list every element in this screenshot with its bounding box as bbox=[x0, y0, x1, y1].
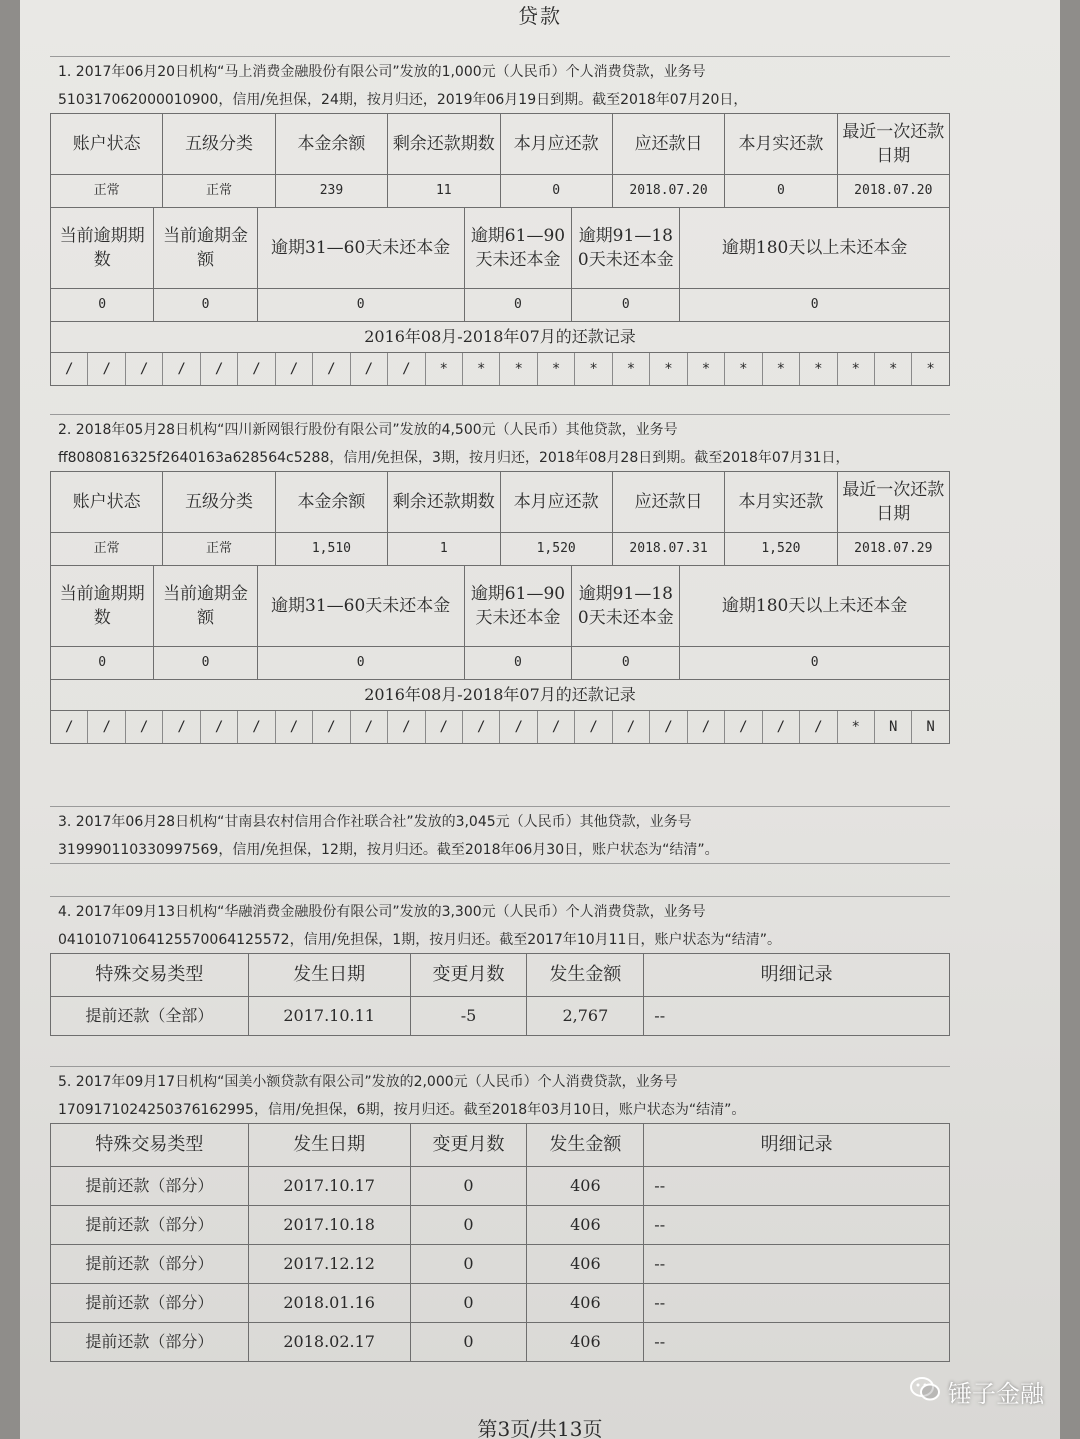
repayment-record-cell: * bbox=[575, 353, 612, 385]
repayment-record-cell: * bbox=[725, 353, 762, 385]
repayment-record-cell: / bbox=[763, 711, 800, 743]
value-cell: 0 bbox=[154, 289, 257, 322]
header-cell: 逾期91—180天未还本金 bbox=[572, 208, 680, 289]
repayment-record-cell: / bbox=[238, 711, 275, 743]
header-cell: 变更月数 bbox=[410, 954, 527, 997]
repayment-record-cell: / bbox=[88, 711, 125, 743]
value-cell: 正常 bbox=[163, 175, 275, 208]
repayment-record-cell: / bbox=[688, 711, 725, 743]
header-cell: 本金余额 bbox=[275, 472, 387, 533]
value-cell: -- bbox=[644, 1167, 950, 1206]
repayment-record-cell: * bbox=[688, 353, 725, 385]
value-cell: 406 bbox=[527, 1206, 644, 1245]
overdue-table bbox=[50, 207, 950, 322]
loan-desc-line: 4. 2017年09月13日机构“华融消费金融股份有限公司”发放的3,300元（人民币）个人消费贷款，业务号 bbox=[58, 904, 706, 920]
value-cell: 0 bbox=[572, 289, 680, 322]
header-cell: 应还款日 bbox=[612, 472, 724, 533]
value-cell: 2018.07.20 bbox=[837, 175, 949, 208]
repayment-record-cell: * bbox=[463, 353, 500, 385]
repayment-record-title: 2016年08月-2018年07月的还款记录 bbox=[50, 680, 950, 711]
header-cell: 账户状态 bbox=[51, 114, 163, 175]
header-cell: 五级分类 bbox=[163, 472, 275, 533]
loan-desc-line: 319990110330997569，信用/免担保，12期，按月归还。截至2018年06月30日，账户状态为“结清”。 bbox=[58, 842, 719, 858]
loan-desc-line: 5. 2017年09月17日机构“国美小额贷款有限公司”发放的2,000元（人民币）个人消费贷款，业务号 bbox=[58, 1074, 678, 1090]
header-cell: 明细记录 bbox=[644, 954, 950, 997]
repayment-record-cell: / bbox=[463, 711, 500, 743]
repayment-record-cell: / bbox=[538, 711, 575, 743]
value-cell: 提前还款（部分） bbox=[51, 1245, 249, 1284]
value-cell: 2018.07.20 bbox=[612, 175, 724, 208]
loan-section-5 bbox=[50, 1066, 950, 1362]
loan-table bbox=[50, 471, 950, 566]
value-cell: 0 bbox=[500, 175, 612, 208]
repayment-record-cell: / bbox=[201, 711, 238, 743]
loan-section-3 bbox=[50, 806, 950, 864]
header-cell: 账户状态 bbox=[51, 472, 163, 533]
header-cell: 逾期180天以上未还本金 bbox=[680, 208, 950, 289]
value-cell: 正常 bbox=[51, 533, 163, 566]
header-cell: 变更月数 bbox=[410, 1124, 527, 1167]
value-cell: 0 bbox=[410, 1245, 527, 1284]
value-cell: 2018.02.17 bbox=[248, 1323, 410, 1362]
loan-table bbox=[50, 113, 950, 208]
value-cell: 1,510 bbox=[275, 533, 387, 566]
header-cell: 逾期61—90天未还本金 bbox=[464, 208, 572, 289]
header-cell: 应还款日 bbox=[612, 114, 724, 175]
header-cell: 发生日期 bbox=[248, 1124, 410, 1167]
value-cell: 0 bbox=[464, 647, 572, 680]
header-cell: 明细记录 bbox=[644, 1124, 950, 1167]
repayment-record-cell: * bbox=[838, 353, 875, 385]
value-cell: 0 bbox=[257, 647, 464, 680]
overdue-table bbox=[50, 565, 950, 680]
repayment-record-cell: * bbox=[926, 361, 935, 377]
loan-desc-line: 17091710242503761629​95，信用/免担保，6期，按月归还。截至2018年03月10日，账户状态为“结清”。 bbox=[58, 1102, 746, 1118]
value-cell: 0 bbox=[680, 289, 950, 322]
repayment-record-cell: / bbox=[201, 353, 238, 385]
repayment-record-row bbox=[50, 711, 950, 744]
loan-desc-line: 2. 2018年05月28日机构“四川新网银行股份有限公司”发放的4,500元（人民币）其他贷款，业务号 bbox=[58, 422, 678, 438]
header-cell: 本金余额 bbox=[275, 114, 387, 175]
header-cell: 特殊交易类型 bbox=[51, 1124, 249, 1167]
value-cell: 提前还款（部分） bbox=[51, 1206, 249, 1245]
value-cell: 11 bbox=[388, 175, 500, 208]
value-cell: 提前还款（部分） bbox=[51, 1284, 249, 1323]
loan-desc-line: 3. 2017年06月28日机构“甘南县农村信用合作社联合社”发放的3,045元（人民币）其他贷款，业务号 bbox=[58, 814, 692, 830]
loan-desc-line: 510317062000010900，信用/免担保，24期，按月归还，2019年06月19日到期。截至2018年07月20日， bbox=[58, 92, 748, 108]
header-cell: 本月实还款 bbox=[725, 114, 837, 175]
value-cell: 0 bbox=[51, 647, 154, 680]
header-cell: 特殊交易类型 bbox=[51, 954, 249, 997]
header-cell: 逾期61—90天未还本金 bbox=[464, 566, 572, 647]
page-number: 第3页/共13页 bbox=[477, 1417, 603, 1439]
value-cell: 0 bbox=[410, 1167, 527, 1206]
repayment-record-cell: / bbox=[238, 353, 275, 385]
watermark-brand bbox=[910, 1374, 1044, 1409]
value-cell: 2,767 bbox=[527, 997, 644, 1036]
repayment-record-row bbox=[50, 353, 950, 386]
repayment-record-cell: * bbox=[875, 353, 912, 385]
repayment-record-cell: * bbox=[426, 353, 463, 385]
value-cell: 提前还款（部分） bbox=[51, 1323, 249, 1362]
header-cell: 发生金额 bbox=[527, 1124, 644, 1167]
repayment-record-cell: * bbox=[763, 353, 800, 385]
loan-section-1 bbox=[50, 56, 950, 386]
loan-desc-line: 04101071064125570064125572，信用/免担保，1期，按月归还。截至2017年10月11日，账户状态为“结清”。 bbox=[58, 932, 781, 948]
repayment-record-cell: * bbox=[613, 353, 650, 385]
header-cell: 当前逾期金额 bbox=[154, 208, 257, 289]
value-cell: 1,520 bbox=[500, 533, 612, 566]
value-cell: 2017.10.18 bbox=[248, 1206, 410, 1245]
repayment-record-cell: N bbox=[926, 719, 935, 735]
header-cell: 逾期91—180天未还本金 bbox=[572, 566, 680, 647]
value-cell: -- bbox=[644, 1245, 950, 1284]
header-cell: 发生日期 bbox=[248, 954, 410, 997]
header-cell: 逾期31—60天未还本金 bbox=[257, 566, 464, 647]
repayment-record-cell: / bbox=[613, 711, 650, 743]
value-cell: 1,520 bbox=[725, 533, 837, 566]
value-cell: 0 bbox=[410, 1284, 527, 1323]
repayment-record-cell: / bbox=[126, 711, 163, 743]
repayment-record-title: 2016年08月-2018年07月的还款记录 bbox=[50, 322, 950, 353]
repayment-record-cell: / bbox=[313, 711, 350, 743]
value-cell: 2017.10.17 bbox=[248, 1167, 410, 1206]
value-cell: 406 bbox=[527, 1323, 644, 1362]
repayment-record-cell: / bbox=[575, 711, 612, 743]
special-transaction-table bbox=[50, 1123, 950, 1362]
value-cell: 0 bbox=[464, 289, 572, 322]
value-cell: -5 bbox=[410, 997, 527, 1036]
brand-name: 锤子金融 bbox=[948, 1380, 1044, 1408]
value-cell: 0 bbox=[154, 647, 257, 680]
header-cell: 最近一次还款日期 bbox=[837, 114, 949, 175]
value-cell: 2018.07.29 bbox=[837, 533, 949, 566]
repayment-record-cell: * bbox=[538, 353, 575, 385]
repayment-record-cell: * bbox=[650, 353, 687, 385]
value-cell: 0 bbox=[572, 647, 680, 680]
repayment-record-cell: / bbox=[388, 353, 425, 385]
loan-desc-line: ff8080816325f2640163a628564c5288，信用/免担保，3期，按月归还，2018年08月28日到期。截至2018年07月31日， bbox=[58, 450, 850, 466]
value-cell: 0 bbox=[51, 289, 154, 322]
page-title: 贷款 bbox=[518, 4, 562, 28]
value-cell: 正常 bbox=[51, 175, 163, 208]
value-cell: 0 bbox=[680, 647, 950, 680]
value-cell: 2017.10.11 bbox=[248, 997, 410, 1036]
value-cell: 正常 bbox=[163, 533, 275, 566]
repayment-record-cell: / bbox=[650, 711, 687, 743]
repayment-record-cell: / bbox=[426, 711, 463, 743]
header-cell: 当前逾期期数 bbox=[51, 566, 154, 647]
value-cell: 0 bbox=[410, 1323, 527, 1362]
value-cell: 2018.01.16 bbox=[248, 1284, 410, 1323]
header-cell: 最近一次还款日期 bbox=[837, 472, 949, 533]
repayment-record-cell: / bbox=[725, 711, 762, 743]
value-cell: -- bbox=[644, 1323, 950, 1362]
header-cell: 剩余还款期数 bbox=[388, 114, 500, 175]
value-cell: 2018.07.31 bbox=[612, 533, 724, 566]
header-cell: 发生金额 bbox=[527, 954, 644, 997]
value-cell: 239 bbox=[275, 175, 387, 208]
repayment-record-cell: / bbox=[276, 711, 313, 743]
report-page bbox=[20, 0, 1060, 1439]
value-cell: 1 bbox=[388, 533, 500, 566]
value-cell: 406 bbox=[527, 1284, 644, 1323]
value-cell: -- bbox=[644, 997, 950, 1036]
header-cell: 剩余还款期数 bbox=[388, 472, 500, 533]
header-cell: 当前逾期期数 bbox=[51, 208, 154, 289]
repayment-record-cell: * bbox=[838, 711, 875, 743]
header-cell: 本月应还款 bbox=[500, 114, 612, 175]
repayment-record-cell: / bbox=[276, 353, 313, 385]
value-cell: 提前还款（部分） bbox=[51, 1167, 249, 1206]
repayment-record-cell: / bbox=[126, 353, 163, 385]
loan-section-4 bbox=[50, 896, 950, 1036]
wechat-icon bbox=[910, 1376, 940, 1408]
repayment-record-cell: / bbox=[163, 353, 200, 385]
header-cell: 五级分类 bbox=[163, 114, 275, 175]
repayment-record-cell: / bbox=[388, 711, 425, 743]
value-cell: 406 bbox=[527, 1245, 644, 1284]
value-cell: -- bbox=[644, 1284, 950, 1323]
repayment-record-cell: * bbox=[500, 353, 537, 385]
repayment-record-cell: / bbox=[163, 711, 200, 743]
repayment-record-cell: / bbox=[351, 711, 388, 743]
header-cell: 本月实还款 bbox=[725, 472, 837, 533]
value-cell: 提前还款（全部） bbox=[51, 997, 249, 1036]
loan-desc-line: 1. 2017年06月20日机构“马上消费金融股份有限公司”发放的1,000元（人民币）个人消费贷款，业务号 bbox=[58, 64, 706, 80]
header-cell: 逾期31—60天未还本金 bbox=[257, 208, 464, 289]
special-transaction-table bbox=[50, 953, 950, 1036]
header-cell: 当前逾期金额 bbox=[154, 566, 257, 647]
repayment-record-cell: / bbox=[800, 711, 837, 743]
repayment-record-cell: N bbox=[875, 711, 912, 743]
repayment-record-cell: / bbox=[51, 711, 88, 743]
loan-section-2 bbox=[50, 414, 950, 744]
repayment-record-cell: / bbox=[351, 353, 388, 385]
repayment-record-cell: * bbox=[800, 353, 837, 385]
value-cell: 0 bbox=[725, 175, 837, 208]
value-cell: -- bbox=[644, 1206, 950, 1245]
repayment-record-cell: / bbox=[51, 353, 88, 385]
repayment-record-cell: / bbox=[313, 353, 350, 385]
value-cell: 0 bbox=[410, 1206, 527, 1245]
value-cell: 406 bbox=[527, 1167, 644, 1206]
header-cell: 本月应还款 bbox=[500, 472, 612, 533]
header-cell: 逾期180天以上未还本金 bbox=[680, 566, 950, 647]
value-cell: 2017.12.12 bbox=[248, 1245, 410, 1284]
repayment-record-cell: / bbox=[88, 353, 125, 385]
repayment-record-cell: / bbox=[500, 711, 537, 743]
value-cell: 0 bbox=[257, 289, 464, 322]
